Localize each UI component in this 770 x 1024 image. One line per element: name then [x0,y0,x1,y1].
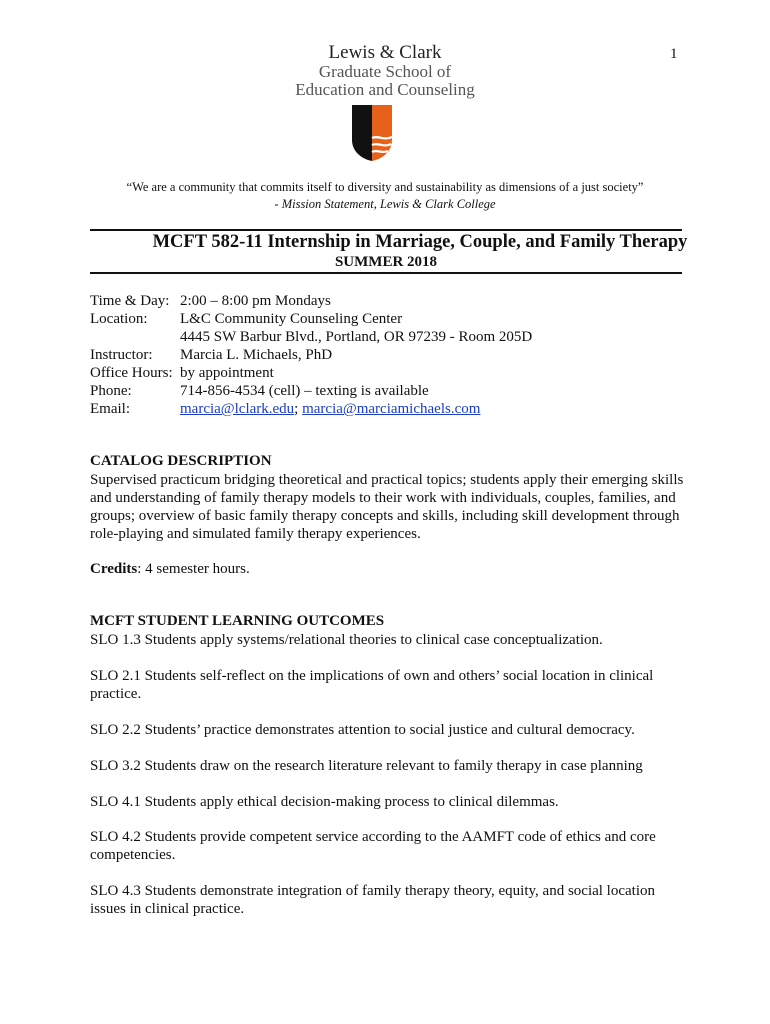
logo-wordmark: Lewis & Clark [328,42,442,63]
email-link-lclark[interactable]: marcia@lclark.edu [180,401,295,417]
location-value: L&C Community Counseling Center [180,311,403,327]
phone-value: 714-856-4534 (cell) – texting is available [180,383,429,399]
slo-2-1: SLO 2.1 Students self-reflect on the implications of own and others’ social location in clinical practice. [90,668,654,702]
title-rule-top [90,229,682,231]
slo-2-2: SLO 2.2 Students’ practice demonstrates attention to social justice and cultural democracy. [90,722,635,738]
course-term: SUMMER 2018 [334,254,438,270]
page-number: 1 [670,46,678,62]
info-office-hours [90,364,274,382]
slo-4-2: SLO 4.2 Students provide competent service according to the AAMFT code of ethics and core competencies. [90,829,656,863]
email-link-personal[interactable]: marcia@marciamichaels.com [302,401,481,417]
mission-attribution: - Mission Statement, Lewis & Clark College [274,197,496,211]
logo-school-line2: Education and Counseling [295,80,475,99]
info-address [90,328,532,346]
email-separator: ; [294,401,299,417]
time-label: Time & Day: [90,293,170,309]
office-label: Office Hours: [90,365,173,381]
credits-line [90,560,690,578]
time-value: 2:00 – 8:00 pm Mondays [180,293,331,309]
info-time [90,292,331,310]
email-label: Email: [90,401,130,417]
catalog-description: Supervised practicum bridging theoretical and practical topics; students apply their emerging skills and understanding of family therapy models to their work with individuals, couples, families, and groups; overview of basic family therapy concepts and skills, including skill development through role-playing and simulated family therapy experiences. [90,472,684,542]
mission-quote: “We are a community that commits itself to diversity and sustainability as dimensions of a just society” [126,180,644,194]
info-phone [90,382,429,400]
catalog-heading: CATALOG DESCRIPTION [90,453,272,469]
instructor-label: Instructor: [90,347,153,363]
slo-1-3: SLO 1.3 Students apply systems/relational theories to clinical case conceptualization. [90,632,603,648]
shield-logo-icon [351,104,393,162]
slo-4-3: SLO 4.3 Students demonstrate integration of family therapy theory, equity, and social location issues in clinical practice. [90,883,656,917]
instructor-value: Marcia L. Michaels, PhD [180,347,333,363]
course-title: MCFT 582-11 Internship in Marriage, Couple, and Family Therapy [152,232,688,252]
office-value: by appointment [180,365,274,381]
slo-4-1: SLO 4.1 Students apply ethical decision-making process to clinical dilemmas. [90,794,559,810]
info-location [90,310,402,328]
title-rule-bottom [90,272,682,274]
slo-3-2: SLO 3.2 Students draw on the research literature relevant to family therapy in case planning [90,758,643,774]
credits-label: Credits [90,561,138,577]
credits-value: : 4 semester hours. [137,561,250,577]
phone-label: Phone: [90,383,132,399]
info-email [90,400,480,418]
outcomes-heading: MCFT STUDENT LEARNING OUTCOMES [90,613,385,629]
address-value: 4445 SW Barbur Blvd., Portland, OR 97239 - Room 205D [180,329,533,345]
logo-school-line1: Graduate School of [318,62,452,81]
location-label: Location: [90,311,148,327]
info-instructor [90,346,332,364]
